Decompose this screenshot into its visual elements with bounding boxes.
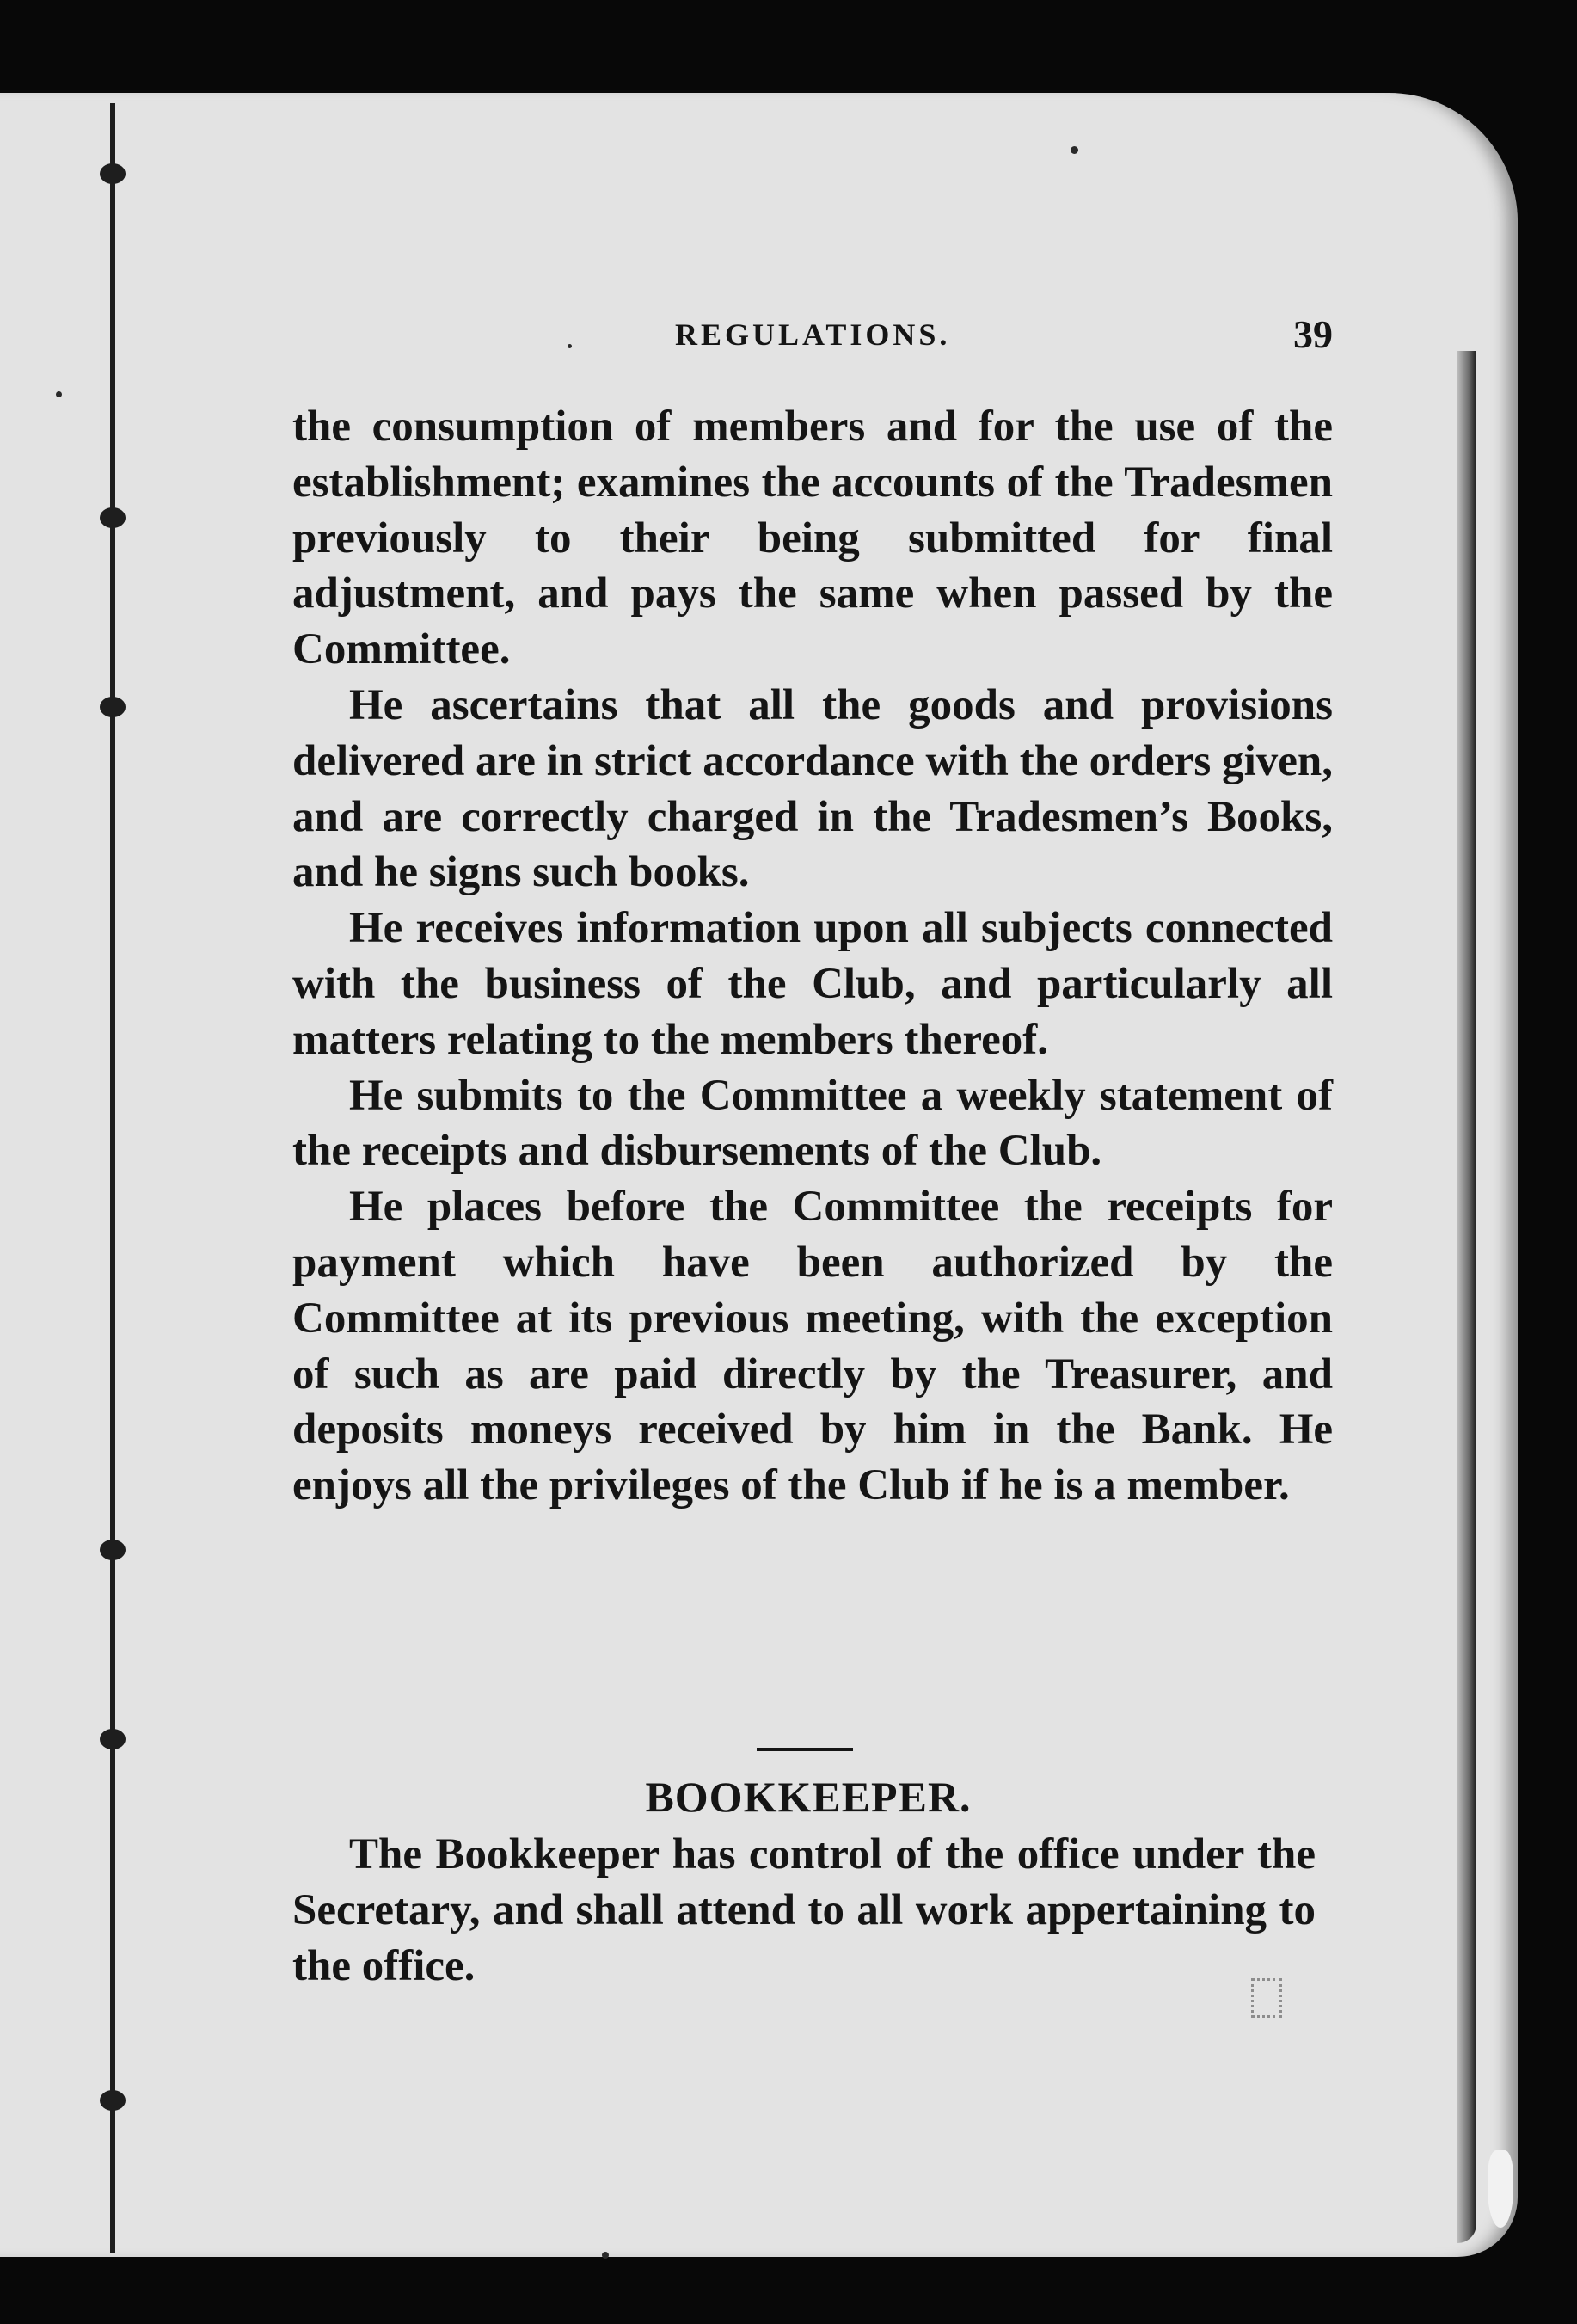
page-edge-shadow — [1457, 351, 1476, 2243]
binding-stitch — [100, 697, 126, 717]
body-text — [292, 399, 1333, 1514]
binding-stitch — [100, 1540, 126, 1560]
section-heading: BOOKKEEPER. — [645, 1773, 972, 1821]
binding-stitch — [100, 1729, 126, 1749]
paragraph-continued: the consumption of members and for the use of the establishment; examines the accounts of the Tradesmen previously to their being submitted for final adjustment, and pays the same when passed by the Committee. — [292, 403, 1333, 674]
paragraph: He ascertains that all the goods and provisions delivered are in strict accordance with the orders given, and are correctly charged in the Tradesmen’s Books, and he signs such books. — [292, 680, 1333, 897]
paragraph: The Bookkeeper has control of the office under the Secretary, and shall attend to all work appertaining to the office. — [292, 1830, 1316, 1990]
paragraph: He places before the Committee the receipts for payment which have been authorized by the Committee at its previous meeting, with the exception of such as are paid directly by the Treasurer, and deposits moneys received by him in the Bank. He enjoys all the privileges of the Club if he is a member. — [292, 1183, 1333, 1510]
binding-stitch — [100, 507, 126, 528]
book-binding — [60, 103, 120, 2253]
scan-speck — [56, 391, 62, 397]
page-number: 39 — [1293, 312, 1333, 356]
running-header-title: REGULATIONS. — [675, 317, 951, 352]
binding-thread — [110, 103, 115, 2253]
running-header — [292, 311, 1333, 363]
binding-stitch — [100, 163, 126, 184]
paragraph: He receives information upon all subjects connected with the business of the Club, and particularly all matters relating to the members thereof. — [292, 904, 1333, 1064]
section-body — [292, 1827, 1316, 1994]
page-tab-edge — [1488, 2150, 1513, 2228]
scan-speck — [602, 2252, 609, 2259]
scan-speck — [1071, 146, 1078, 154]
paragraph: He submits to the Committee a weekly statement of the receipts and disbursements of the Club. — [292, 1071, 1333, 1176]
faint-stamp-mark — [1251, 1978, 1282, 2018]
binding-stitch — [100, 2090, 126, 2111]
section-divider — [757, 1748, 853, 1751]
